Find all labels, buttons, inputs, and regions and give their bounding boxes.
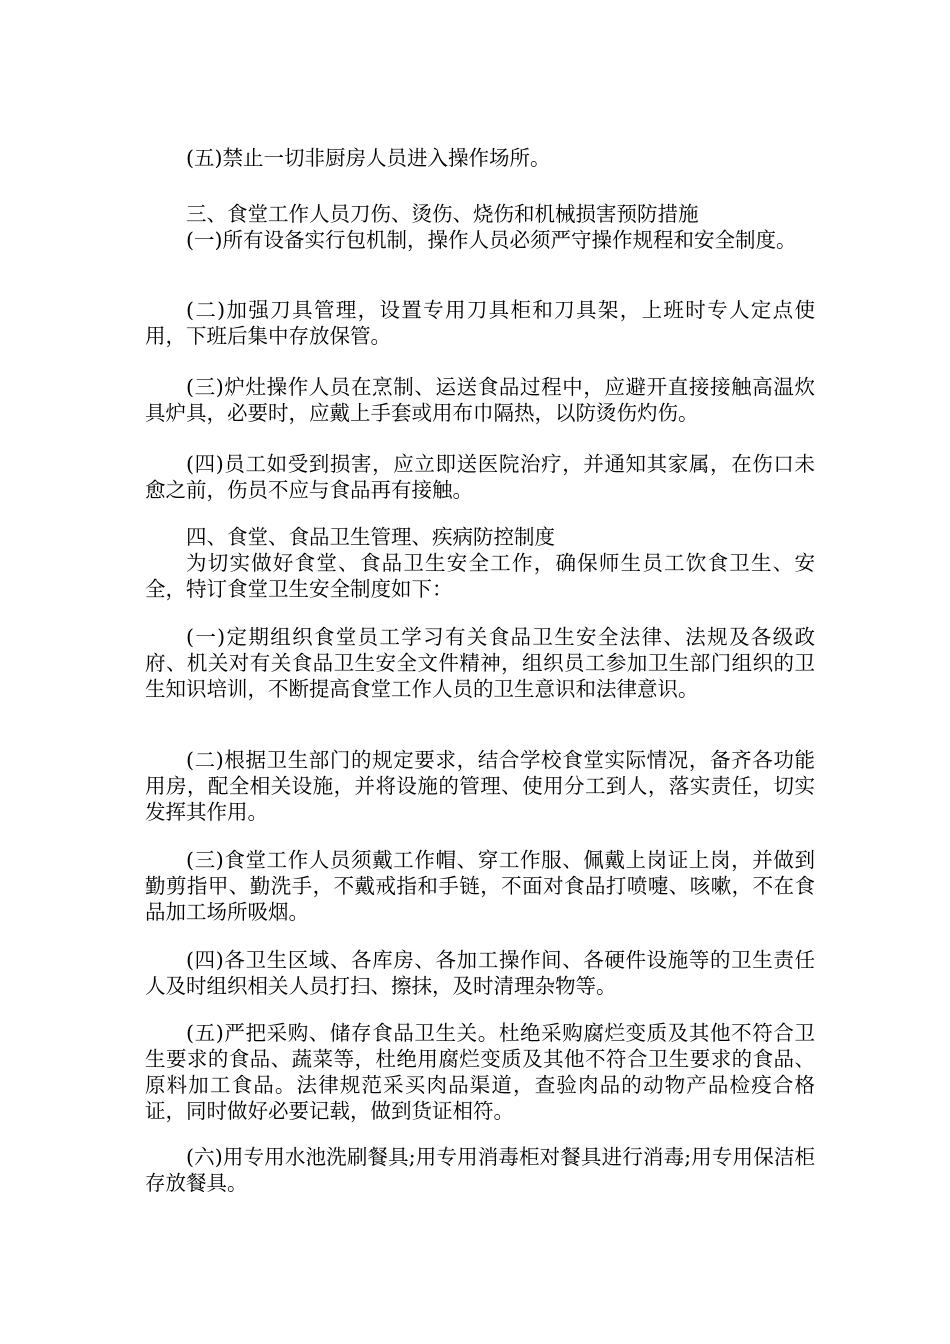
paragraph-procurement: (五)严把采购、储存食品卫生关。杜绝采购腐烂变质及其他不符合卫生要求的食品、蔬菜等，杜绝用腐烂变质及其他不符合卫生要求的食品、原料加工食品。法律规范采买肉品渠道，查验肉品的动物产品检疫合格证，同时做好必要记载，做到货证相符。 bbox=[145, 1021, 815, 1123]
paragraph-staff-hygiene: (三)食堂工作人员须戴工作帽、穿工作服、佩戴上岗证上岗，并做到勤剪指甲、勤洗手，不戴戒指和手链，不面对食品打喷嚏、咳嗽，不在食品加工场所吸烟。 bbox=[145, 848, 815, 924]
paragraph-injury-handling: (四)员工如受到损害，应立即送医院治疗，并通知其家属，在伤口未愈之前，伤员不应与食品再有接触。 bbox=[145, 452, 815, 502]
paragraph-training: (一)定期组织食堂员工学习有关食品卫生安全法律、法规及各级政府、机关对有关食品卫生安全文件精神，组织员工参加卫生部门组织的卫生知识培训，不断提高食堂工作人员的卫生意识和法律意识。 bbox=[145, 625, 815, 701]
paragraph-kitchen-access: (五)禁止一切非厨房人员进入操作场所。 bbox=[186, 146, 551, 170]
paragraph-tableware: (六)用专用水池洗刷餐具;用专用消毒柜对餐具进行消毒;用专用保洁柜存放餐具。 bbox=[145, 1145, 815, 1195]
paragraph-stove-safety: (三)炉灶操作人员在烹制、运送食品过程中，应避开直接接触高温炊具炉具，必要时，应戴上手套或用布巾隔热，以防烫伤灼伤。 bbox=[145, 375, 815, 425]
paragraph-facilities: (二)根据卫生部门的规定要求，结合学校食堂实际情况，备齐各功能用房，配全相关设施，并将设施的管理、使用分工到人，落实责任，切实发挥其作用。 bbox=[145, 748, 815, 824]
paragraph-equipment-rules: (一)所有设备实行包机制，操作人员必须严守操作规程和安全制度。 bbox=[186, 228, 797, 252]
paragraph-hygiene-intro: 为切实做好食堂、食品卫生安全工作，确保师生员工饮食卫生、安全，特订食堂卫生安全制度如下： bbox=[145, 551, 815, 601]
paragraph-knife-management: (二)加强刀具管理，设置专用刀具柜和刀具架，上班时专人定点使用，下班后集中存放保管。 bbox=[145, 298, 815, 348]
section-heading-injury-prevention: 三、食堂工作人员刀伤、烫伤、烧伤和机械损害预防措施 bbox=[186, 202, 699, 226]
section-heading-hygiene-management: 四、食堂、食品卫生管理、疾病防控制度 bbox=[186, 525, 555, 549]
paragraph-cleaning-duty: (四)各卫生区域、各库房、各加工操作间、各硬件设施等的卫生责任人及时组织相关人员打扫、擦抹，及时清理杂物等。 bbox=[145, 948, 815, 998]
